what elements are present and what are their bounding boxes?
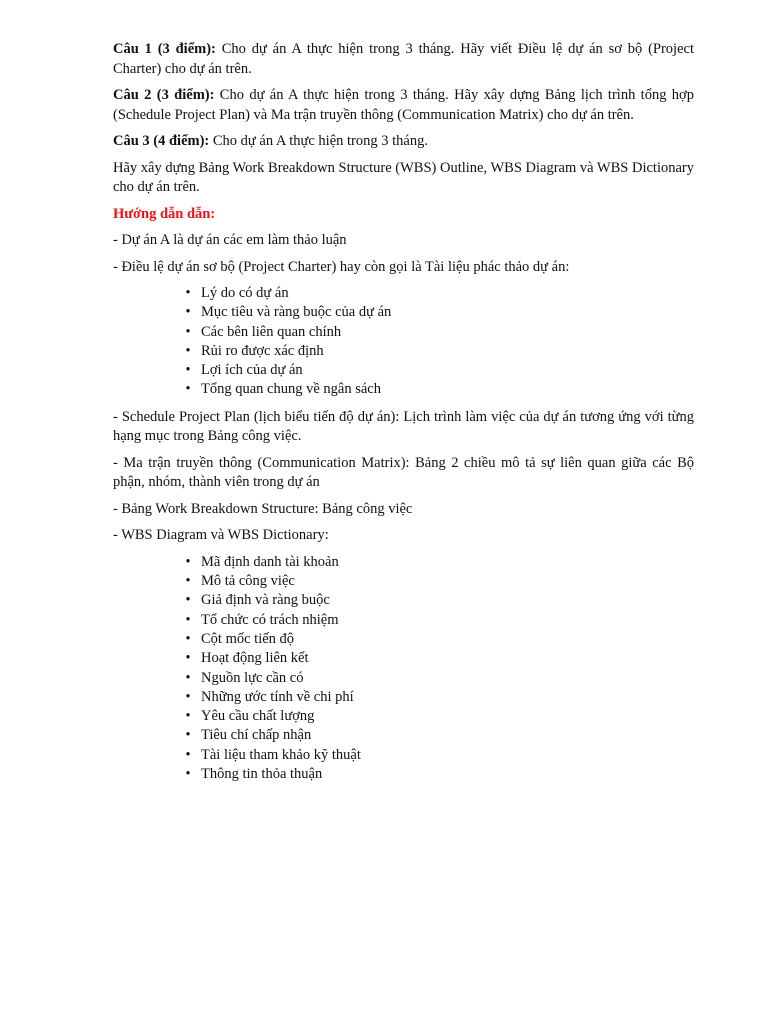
guide-line-5: - Bảng Work Breakdown Structure: Bảng công việc (113, 500, 413, 517)
wbs-list-item (185, 669, 694, 688)
bullet-icon: • (185, 342, 191, 359)
bullet-icon: • (185, 362, 191, 379)
wbs-list-item-text: Thông tin thỏa thuận (201, 766, 323, 783)
bullet-icon: • (185, 592, 191, 609)
question-2 (113, 86, 694, 125)
charter-list-item (185, 361, 694, 380)
wbs-list-item (185, 591, 694, 610)
guide-line-4: - Ma trận truyền thông (Communication Matrix): Bảng 2 chiều mô tả sự liên quan giữa các Bộ phận, nhóm, thành viên trong dự án (113, 454, 694, 491)
charter-list-item-text: Mục tiêu và ràng buộc của dự án (201, 304, 392, 321)
wbs-list-item (185, 688, 694, 707)
wbs-list-item-text: Nguồn lực cần có (201, 669, 304, 686)
bullet-icon: • (185, 727, 191, 744)
charter-list (113, 284, 694, 400)
bullet-icon: • (185, 553, 191, 570)
charter-list-item (185, 380, 694, 399)
wbs-list-item (185, 630, 694, 649)
charter-list-item-text: Rủi ro được xác định (201, 342, 324, 359)
bullet-icon: • (185, 688, 191, 705)
wbs-list-item (185, 572, 694, 591)
question-3-text: Cho dự án A thực hiện trong 3 tháng. (209, 133, 428, 149)
guide-title: Hướng dẫn dẫn: (113, 205, 216, 222)
question-1 (113, 40, 694, 79)
wbs-list-item (185, 765, 694, 784)
question-2-label: Câu 2 (3 điểm): (113, 87, 215, 103)
bullet-icon: • (185, 708, 191, 725)
charter-list-item-text: Lợi ích của dự án (201, 362, 303, 379)
charter-list-item (185, 323, 694, 342)
charter-list-item (185, 342, 694, 361)
charter-list-item (185, 284, 694, 303)
bullet-icon: • (185, 766, 191, 783)
wbs-list-item-text: Giả định và ràng buộc (201, 592, 330, 609)
wbs-list (113, 553, 694, 785)
question-3 (113, 132, 694, 152)
wbs-list-item (185, 746, 694, 765)
charter-list-item-text: Tổng quan chung về ngân sách (201, 381, 381, 398)
bullet-icon: • (185, 323, 191, 340)
charter-list-item-text: Lý do có dự án (201, 285, 289, 301)
bullet-icon: • (185, 573, 191, 590)
wbs-list-item (185, 611, 694, 630)
wbs-list-item-text: Mã định danh tài khoản (201, 553, 339, 570)
wbs-list-item-text: Hoạt động liên kết (201, 650, 309, 667)
wbs-list-item-text: Tài liệu tham khảo kỹ thuật (201, 746, 361, 763)
wbs-list-item-text: Tiêu chí chấp nhận (201, 727, 312, 744)
bullet-icon: • (185, 381, 191, 398)
question-2-text: Cho dự án A thực hiện trong 3 tháng. Hãy xây dựng Bảng lịch trình tổng hợp (Schedule Project Plan) và Ma trận truyền thông (Communication Matrix) cho dự án trên. (113, 87, 694, 123)
guide-heading (113, 205, 694, 225)
bullet-icon: • (185, 650, 191, 667)
bullet-icon: • (185, 285, 191, 301)
wbs-list-item (185, 553, 694, 572)
wbs-list-item (185, 726, 694, 745)
bullet-icon: • (185, 669, 191, 686)
bullet-icon: • (185, 630, 191, 647)
wbs-list-item-text: Mô tả công việc (201, 573, 295, 590)
question-3-label: Câu 3 (4 điểm): (113, 133, 210, 149)
guide-line-1: - Dự án A là dự án các em làm thảo luận (113, 232, 347, 248)
guide-line-6: - WBS Diagram và WBS Dictionary: (113, 527, 329, 544)
question-1-label: Câu 1 (3 điểm): (113, 41, 216, 57)
wbs-list-item (185, 649, 694, 668)
bullet-icon: • (185, 746, 191, 763)
question-1-text: Cho dự án A thực hiện trong 3 tháng. Hãy viết Điều lệ dự án sơ bộ (Project Charter) cho dự án trên. (113, 41, 694, 77)
question-3-detail: Hãy xây dựng Bảng Work Breakdown Structure (WBS) Outline, WBS Diagram và WBS Dictionary cho dự án trên. (113, 159, 694, 195)
wbs-list-item-text: Yêu cầu chất lượng (201, 708, 315, 725)
bullet-icon: • (185, 304, 191, 321)
wbs-list-item (185, 707, 694, 726)
wbs-list-item-text: Những ước tính về chi phí (201, 688, 354, 705)
guide-line-2: - Điều lệ dự án sơ bộ (Project Charter) hay còn gọi là Tài liệu phác thảo dự án: (113, 258, 570, 275)
document-page (113, 40, 694, 792)
wbs-list-item-text: Tổ chức có trách nhiệm (201, 611, 339, 628)
guide-line-3: - Schedule Project Plan (lịch biểu tiến độ dự án): Lịch trình làm việc của dự án tương ứng với từng hạng mục trong Bảng công việc. (113, 408, 694, 445)
charter-list-item-text: Các bên liên quan chính (201, 323, 342, 340)
bullet-icon: • (185, 611, 191, 628)
charter-list-item (185, 303, 694, 322)
wbs-list-item-text: Cột mốc tiến độ (201, 630, 295, 647)
